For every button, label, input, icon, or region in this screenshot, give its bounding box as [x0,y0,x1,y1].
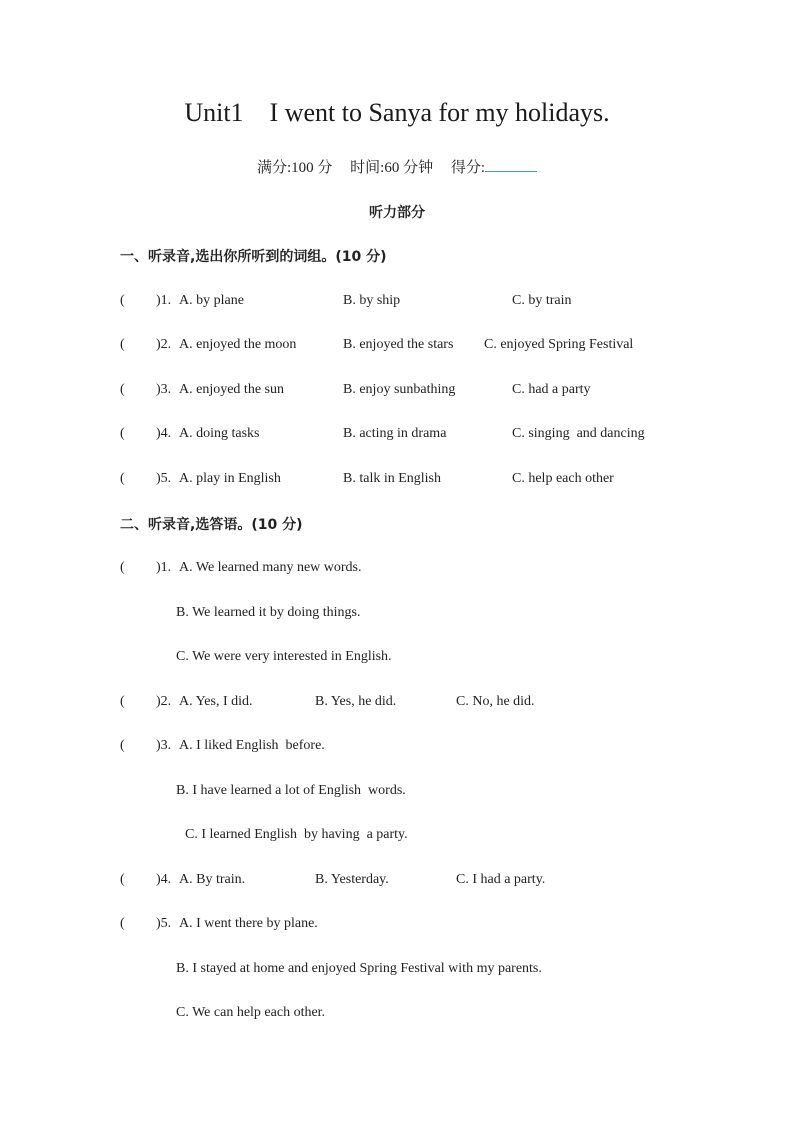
listening-section-title: 听力部分 [369,205,425,221]
full-score: 满分:100 分 [256,160,333,176]
option-c: C. enjoyed Spring Festival [484,337,634,352]
option-c: C. by train [512,293,572,308]
item-number: )2. [156,694,172,709]
option-c: C. help each other [512,471,614,486]
option-b: B. We learned it by doing things. [176,605,361,620]
option-b: B. I have learned a lot of English words. [176,783,406,798]
item-number: )4. [156,426,172,441]
part1-heading: 一、听录音,选出你所听到的词组。(10 分) [120,249,387,265]
item-number: )5. [156,916,172,931]
option-a: A. We learned many new words. [179,560,362,575]
option-a: A. play in English [179,471,281,486]
item-number: )2. [156,337,172,352]
option-b: B. by ship [343,293,401,308]
option-a: A. by plane [179,293,244,308]
option-a: A. I liked English before. [179,738,325,753]
option-a: A. Yes, I did. [179,694,253,709]
score-label: 得分: [450,160,485,176]
option-a: A. enjoyed the sun [179,382,284,397]
option-b: B. Yes, he did. [315,694,397,709]
part2-heading: 二、听录音,选答语。(10 分) [120,517,303,533]
option-c: C. We can help each other. [176,1005,326,1020]
item-number: )5. [156,471,172,486]
item-number: )3. [156,382,172,397]
score-info [0,156,794,177]
score-blank [485,157,537,172]
option-b: B. talk in English [343,471,441,486]
option-c: C. We were very interested in English. [176,649,392,664]
item-number: )1. [156,293,172,308]
answer-paren: ( [120,426,125,441]
answer-paren: ( [120,293,125,308]
option-b: B. Yesterday. [315,872,389,887]
item-number: )4. [156,872,172,887]
score-field [451,160,537,176]
answer-paren: ( [120,337,125,352]
option-b: B. acting in drama [343,426,447,441]
option-a: A. By train. [179,872,246,887]
item-number: )1. [156,560,172,575]
option-b: B. enjoyed the stars [343,337,454,352]
option-c: C. I had a party. [456,872,546,887]
answer-paren: ( [120,694,125,709]
answer-paren: ( [120,738,125,753]
answer-paren: ( [120,916,125,931]
answer-paren: ( [120,872,125,887]
answer-paren: ( [120,382,125,397]
time-limit: 时间:60 分钟 [350,160,434,176]
document-title: Unit1 I went to Sanya for my holidays. [184,98,610,127]
answer-paren: ( [120,471,125,486]
option-a: A. I went there by plane. [179,916,318,931]
option-c: C. No, he did. [456,694,535,709]
option-b: B. enjoy sunbathing [343,382,456,397]
item-number: )3. [156,738,172,753]
option-c: C. had a party [512,382,591,397]
option-b: B. I stayed at home and enjoyed Spring Festival with my parents. [176,961,542,976]
answer-paren: ( [120,560,125,575]
option-c: C. singing and dancing [512,426,645,441]
option-a: A. doing tasks [179,426,260,441]
option-c: C. I learned English by having a party. [185,827,408,842]
option-a: A. enjoyed the moon [179,337,297,352]
